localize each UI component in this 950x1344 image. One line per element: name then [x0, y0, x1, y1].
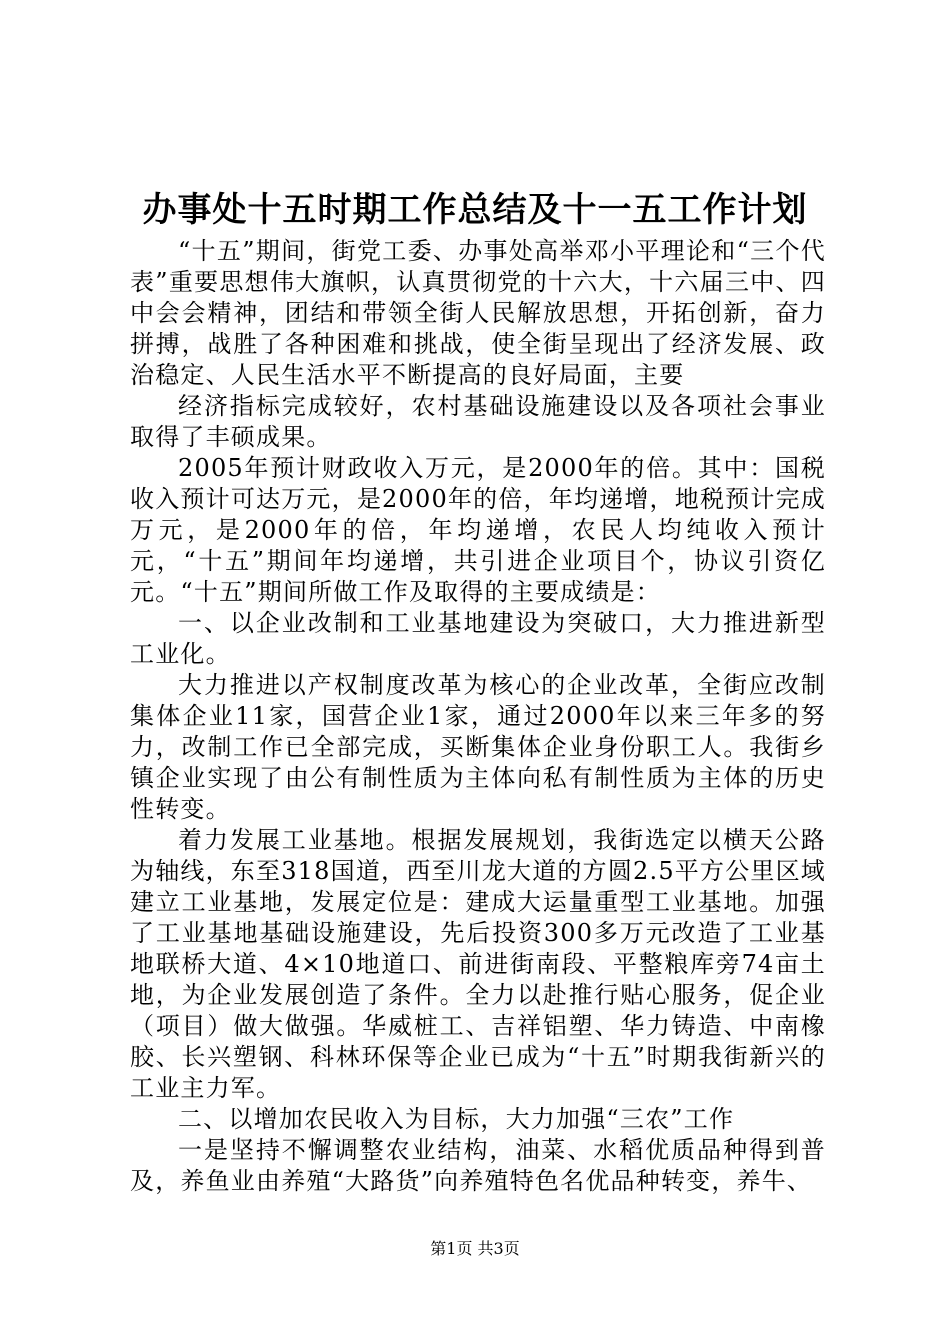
paragraph: 大力推进以产权制度改革为核心的企业改革，全街应改制集体企业11家，国营企业1家，通过2000年以来三年多的努力，改制工作已全部完成，买断集体企业身份职工人。我街乡镇企业实现了由公有制性质为主体向私有制性质为主体的历史性转变。 [130, 671, 826, 823]
paragraph: 一是坚持不懈调整农业结构，油菜、水稻优质品种得到普及，养鱼业由养殖“大路货”向养殖特色名优品种转变，养牛、 [130, 1136, 826, 1195]
document-title: 办事处十五时期工作总结及十一五工作计划 [142, 190, 808, 230]
paragraph: 一、以企业改制和工业基地建设为突破口，大力推进新型工业化。 [130, 609, 826, 668]
paragraph: 着力发展工业基地。根据发展规划，我街选定以横天公路为轴线，东至318国道，西至川龙大道的方圆2.5平方公里区域建立工业基地，发展定位是：建成大运量重型工业基地。加强了工业基地基础设施建设，先后投资300多万元改造了工业基地联桥大道、4×10地道口、前进街南段、平整粮库旁74亩土地，为企业发展创造了条件。全力以赴推行贴心服务，促企业（项目）做大做强。华威桩工、吉祥铝塑、华力铸造、中南橡胶、长兴塑钢、科林环保等企业已成为“十五”时期我街新兴的工业主力军。 [130, 826, 826, 1102]
paragraph: 二、以增加农民收入为目标，大力加强“三农”工作 [178, 1105, 735, 1133]
paragraph: 经济指标完成较好，农村基础设施建设以及各项社会事业取得了丰硕成果。 [130, 392, 826, 451]
document-body [130, 236, 826, 1197]
page-number-footer: 第1页 共3页 [430, 1239, 520, 1258]
paragraph: “十五”期间，街党工委、办事处高举邓小平理论和“三个代表”重要思想伟大旗帜，认真贯彻党的十六大，十六届三中、四中会会精神，团结和带领全街人民解放思想，开拓创新，奋力拼搏，战胜了各种困难和挑战，使全街呈现出了经济发展、政治稳定、人民生活水平不断提高的良好局面，主要 [130, 237, 826, 389]
paragraph: 2005年预计财政收入万元，是2000年的倍。其中：国税收入预计可达万元，是2000年的倍，年均递增，地税预计完成万元，是2000年的倍，年均递增，农民人均纯收入预计元，“十五”期间年均递增，共引进企业项目个，协议引资亿元。“十五”期间所做工作及取得的主要成绩是： [130, 454, 826, 606]
